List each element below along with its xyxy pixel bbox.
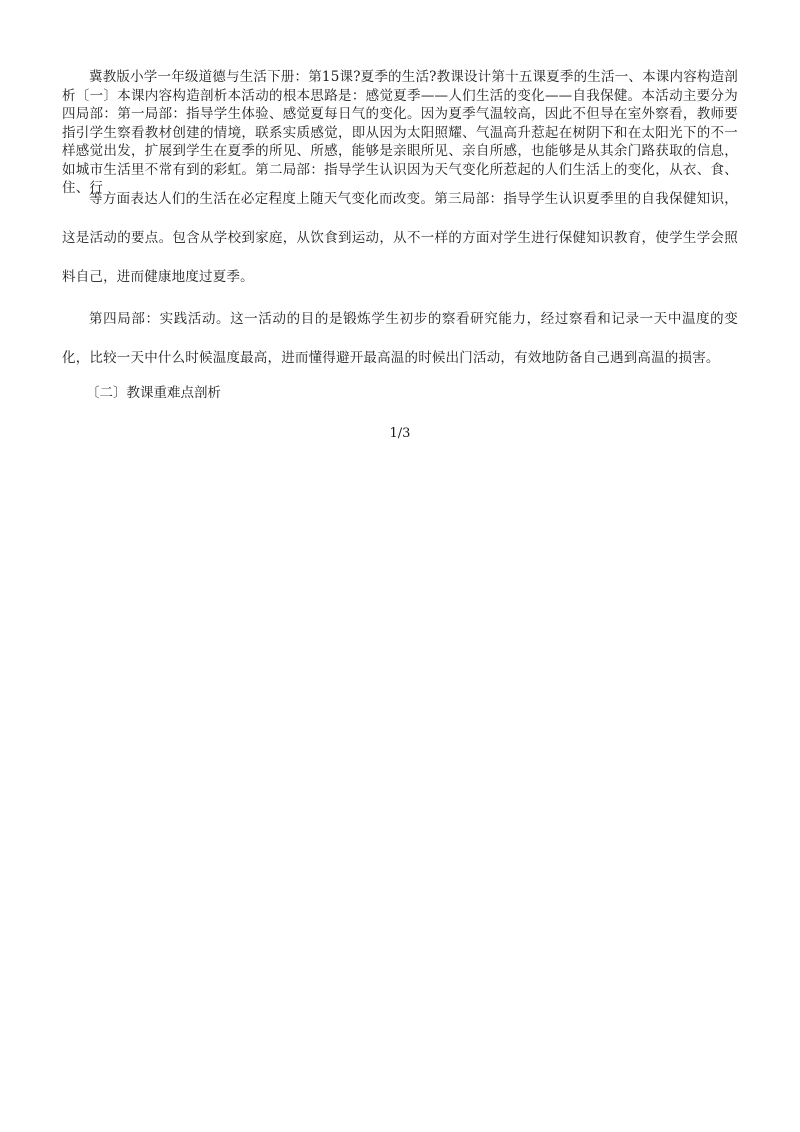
intro-paragraph: 冀教版小学一年级道德与生活下册：第15课?夏季的生活?教课设计第十五课夏季的生活一、本课内容构造剖析〔一〕本课内容构造剖析本活动的根本思路是：感觉夏季——人们生活的变化——自我保健。本活动主要分为四局部：第一局部：指导学生体验、感觉夏每日气的变化。因为夏季气温较高，因此不但导在室外察看，教师要指引学生察看教材创建的情境，联系实质感觉，即从因为太阳照耀、气温高升惹起在树阴下和在太阳光下的不一样感觉出发，扩展到学生在夏季的所见、所感，能够是亲眼所见、亲自所感，也能够是从其余门路获取的信息，如城市生活里不常有到的彩虹。第二局部：指导学生认识因为天气变化所惹起的人们生活上的变化，从衣、食、住、行 — [62, 69, 738, 196]
page-number: 1/3 — [389, 426, 411, 441]
section-heading: 〔二〕教课重难点剖析 — [86, 385, 221, 401]
body-paragraph: 第四局部：实践活动。这一活动的目的是锻炼学生初步的察看研究能力，经过察看和记录一天中温度的变化，比较一天中什么时候温度最高，进而懂得避开最高温的时候出门活动，有效地防备自己遇到高温的损害。 — [62, 311, 738, 366]
body-paragraph: 等方面表达人们的生活在必定程度上随天气变化而改变。第三局部：指导学生认识夏季里的自我保健知识，这是活动的要点。包含从学校到家庭，从饮食到运动，从不一样的方面对学生进行保健知识教育，使学生学会照料自己，进而健康地度过夏季。 — [62, 191, 738, 285]
